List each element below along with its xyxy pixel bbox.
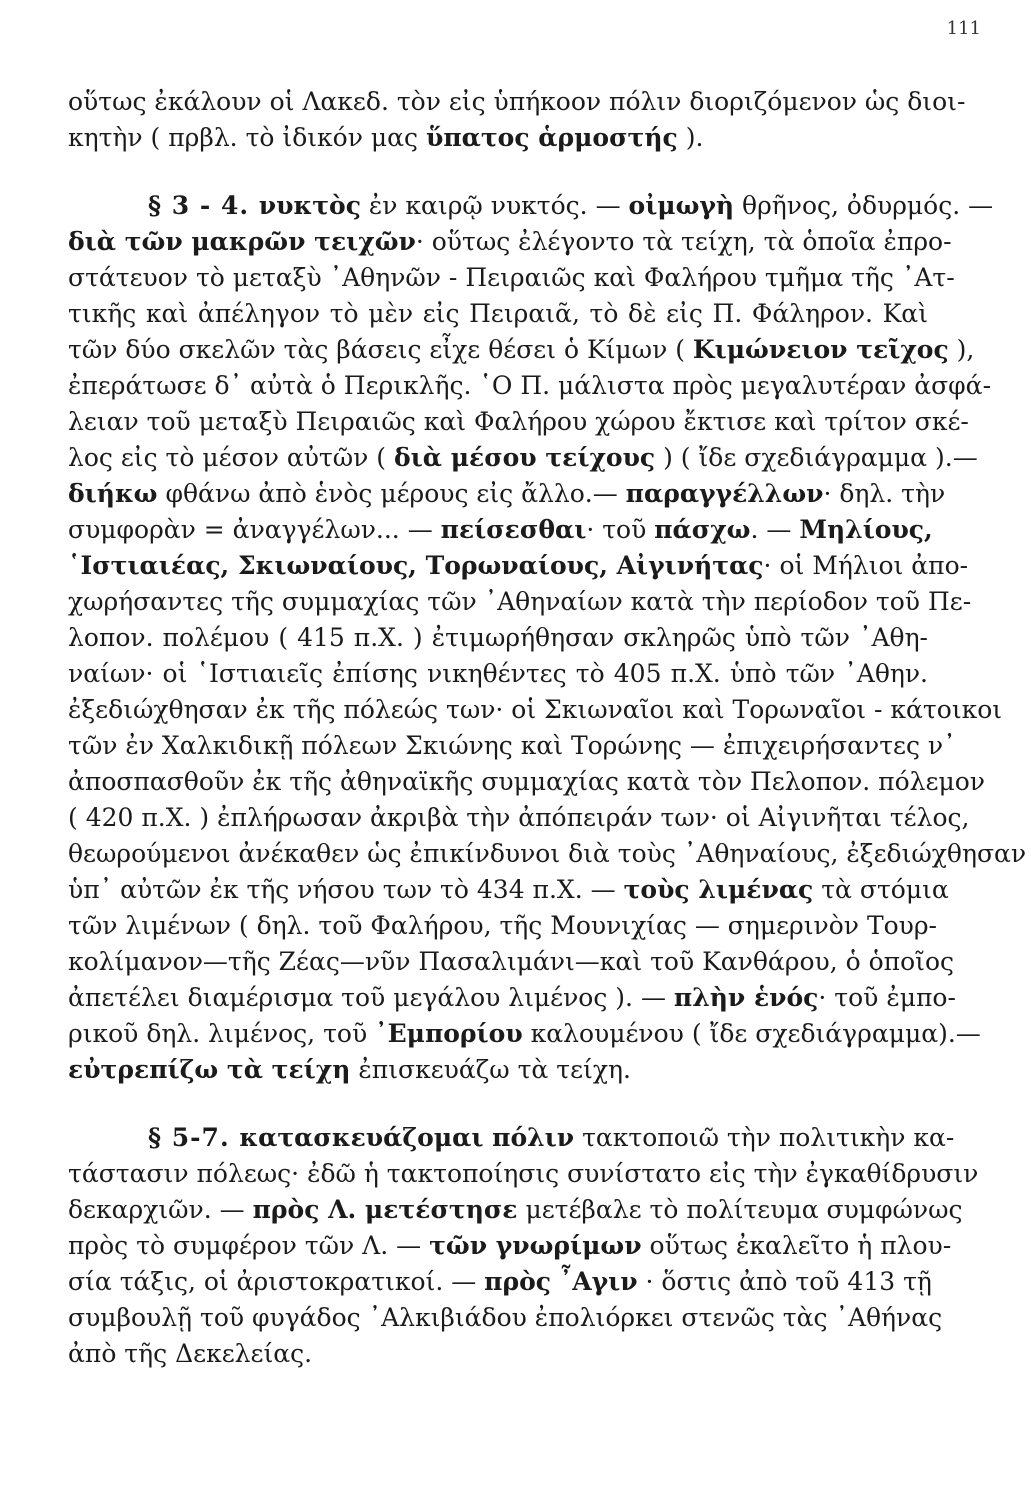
text-line: ῾Ιστιαιέας, Σκιωναίους, Τορωναίους, Αἰγινήτας· οἱ Μήλιοι ἀπο- xyxy=(68,551,969,580)
text-line: ἀπετέλει διαμέρισμα τοῦ μεγάλου λιμένος ). — πλὴν ἑνός· τοῦ ἐμπο- xyxy=(68,983,956,1012)
section-marker: § 3 - 4. xyxy=(148,191,259,220)
text-line: ἐξεδιώχθησαν ἐκ τῆς πόλεώς των· οἱ Σκιωναῖοι καὶ Τορωναῖοι - κάτοικοι xyxy=(68,695,1003,724)
text-line: τῶν ἐν Χαλκιδικῇ πόλεων Σκιώνης καὶ Τορώνης — ἐπιχειρήσαντες ν᾿ xyxy=(68,731,956,760)
section-heading-line: § 5-7. κατασκευάζομαι πόλιν τακτοποιῶ τὴν πολιτικὴν κα- xyxy=(148,1123,955,1152)
section-marker: § 5-7. xyxy=(148,1123,240,1152)
term: τῶν γνωρίμων xyxy=(429,1231,642,1260)
text-line: δεκαρχιῶν. — πρὸς Λ. μετέστησε μετέβαλε τὸ πολίτευμα συμφώνως xyxy=(68,1195,963,1224)
paragraph-gap xyxy=(68,1088,928,1120)
text-line: τάστασιν πόλεως· ἐδῶ ἡ τακτοποίησις συνίστατο εἰς τὴν ἐγκαθίδρυσιν xyxy=(68,1159,979,1188)
text-line: συμβουλῇ τοῦ φυγάδος ᾿Αλκιβιάδου ἐπολιόρκει στενῶς τὰς ᾿Αθήνας xyxy=(68,1303,943,1332)
term: εὐτρεπίζω τὰ τείχη xyxy=(68,1055,351,1084)
term: ᾿Εμπορίου xyxy=(375,1019,523,1048)
text-line: χωρήσαντες τῆς συμμαχίας τῶν ᾿Αθηναίων κατὰ τὴν περίοδον τοῦ Πε- xyxy=(68,587,972,616)
text-line: ἀποσπασθοῦν ἐκ τῆς ἀθηναϊκῆς συμμαχίας κατὰ τὸν Πελοπον. πόλεμον xyxy=(68,767,985,796)
text-line: σία τάξις, οἱ ἀριστοκρατικοί. — πρὸς ῏Αγιν · ὅστις ἀπὸ τοῦ 413 τῇ xyxy=(68,1267,932,1296)
text-line: τικῆς καὶ ἀπέληγον τὸ μὲν εἰς Πειραιᾶ, τὸ δὲ εἰς Π. Φάληρον. Καὶ xyxy=(68,299,928,328)
text-line: κητὴν ( πρβλ. τὸ ἰδικόν μας ὕπατος ἁρμοστής ). xyxy=(68,123,704,152)
term: πάσχω xyxy=(654,515,751,544)
text-line: εὐτρεπίζω τὰ τείχη ἐπισκευάζω τὰ τείχη. xyxy=(68,1055,631,1084)
page-number: 111 xyxy=(946,18,981,39)
text-line: ρικοῦ δηλ. λιμένος, τοῦ ᾿Εμπορίου καλουμένου ( ἴδε σχεδιάγραμμα).— xyxy=(68,1019,981,1048)
term: ὕπατος ἁρμοστής xyxy=(425,123,678,152)
commentary-text xyxy=(68,84,1027,1372)
text-line: οὕτως ἐκάλουν οἱ Λακεδ. τὸν εἰς ὑπήκοον πόλιν διοριζόμενον ὡς διοι- xyxy=(68,87,966,116)
text-line: λοπον. πολέμου ( 415 π.Χ. ) ἐτιμωρήθησαν σκληρῶς ὑπὸ τῶν ᾿Αθη- xyxy=(68,623,928,652)
term: πρὸς Λ. μετέστησε xyxy=(252,1195,518,1224)
text-line: κολίμανον—τῆς Ζέας—νῦν Πασαλιμάνι—καὶ τοῦ Κανθάρου, ὁ ὁποῖος xyxy=(68,947,955,976)
term: Κιμώνειον τεῖχος xyxy=(692,335,949,364)
text-line: στάτευον τὸ μεταξὺ ᾿Αθηνῶν - Πειραιῶς καὶ Φαλήρου τμῆμα τῆς ᾿Ατ- xyxy=(68,263,955,292)
term: πείσεσθαι xyxy=(440,515,587,544)
text-line: διὰ τῶν μακρῶν τειχῶν· οὕτως ἐλέγοντο τὰ τείχη, τὰ ὁποῖα ἐπρο- xyxy=(68,227,952,256)
term: τοὺς λιμένας xyxy=(623,875,814,904)
term: διὰ μέσου τείχους xyxy=(393,443,656,472)
text-line: ναίων· οἱ ῾Ιστιαιεῖς ἐπίσης νικηθέντες τὸ 405 π.Χ. ὑπὸ τῶν ᾿Αθην. xyxy=(68,659,928,688)
text-line: θεωρούμενοι ἀνέκαθεν ὡς ἐπικίνδυνοι διὰ τοὺς ᾿Αθηναίους, ἐξεδιώχθησαν xyxy=(68,839,1027,868)
term: διήκω xyxy=(68,479,158,508)
term: παραγγέλλων xyxy=(625,479,824,508)
text-line: λος εἰς τὸ μέσον αὐτῶν ( διὰ μέσου τείχους ) ( ἴδε σχεδιάγραμμα ).— xyxy=(68,443,978,472)
text-line: ( 420 π.Χ. ) ἐπλήρωσαν ἀκριβὰ τὴν ἀπόπειράν των· οἱ Αἰγινῆται τέλος, xyxy=(68,803,970,832)
term: πρὸς ῏Αγιν xyxy=(484,1267,638,1296)
text-line: τῶν λιμένων ( δηλ. τοῦ Φαλήρου, τῆς Μουνιχίας — σημερινὸν Τουρ- xyxy=(68,911,938,940)
text-line: ἀπὸ τῆς Δεκελείας. xyxy=(68,1339,313,1368)
term: πλὴν ἑνός xyxy=(673,983,819,1012)
text-line: διήκω φθάνω ἀπὸ ἑνὸς μέρους εἰς ἄλλο.— παραγγέλλων· δηλ. τὴν xyxy=(68,479,946,508)
text-line: τῶν δύο σκελῶν τὰς βάσεις εἶχε θέσει ὁ Κίμων ( Κιμώνειον τεῖχος ), xyxy=(68,335,975,364)
term: οἰμωγὴ xyxy=(628,191,735,220)
paragraph-gap xyxy=(68,156,928,188)
text-line: λειαν τοῦ μεταξὺ Πειραιῶς καὶ Φαλήρου χώρου ἔκτισε καὶ τρίτον σκέ- xyxy=(68,407,969,436)
term: νυκτὸς xyxy=(258,191,361,220)
term: διὰ τῶν μακρῶν τειχῶν xyxy=(68,227,416,256)
term: κατασκευάζομαι πόλιν xyxy=(239,1123,575,1152)
text-line: ὑπ᾿ αὐτῶν ἐκ τῆς νήσου των τὸ 434 π.Χ. — τοὺς λιμένας τὰ στόμια xyxy=(68,875,949,904)
term: ῾Ιστιαιέας, Σκιωναίους, Τορωναίους, Αἰγινήτας xyxy=(68,551,764,580)
text-line: ἐπεράτωσε δ᾿ αὐτὰ ὁ Περικλῆς. ῾Ο Π. μάλιστα πρὸς μεγαλυτέραν ἀσφά- xyxy=(68,371,992,400)
text-line: συμφορὰν = ἀναγγέλων... — πείσεσθαι· τοῦ πάσχω. — Μηλίους, xyxy=(68,515,933,544)
text-line: πρὸς τὸ συμφέρον τῶν Λ. — τῶν γνωρίμων οὕτως ἐκαλεῖτο ἡ πλου- xyxy=(68,1231,952,1260)
term: Μηλίους, xyxy=(799,515,933,544)
section-heading-line: § 3 - 4. νυκτὸς ἐν καιρῷ νυκτός. — οἰμωγὴ θρῆνος, ὀδυρμός. — xyxy=(148,191,994,220)
